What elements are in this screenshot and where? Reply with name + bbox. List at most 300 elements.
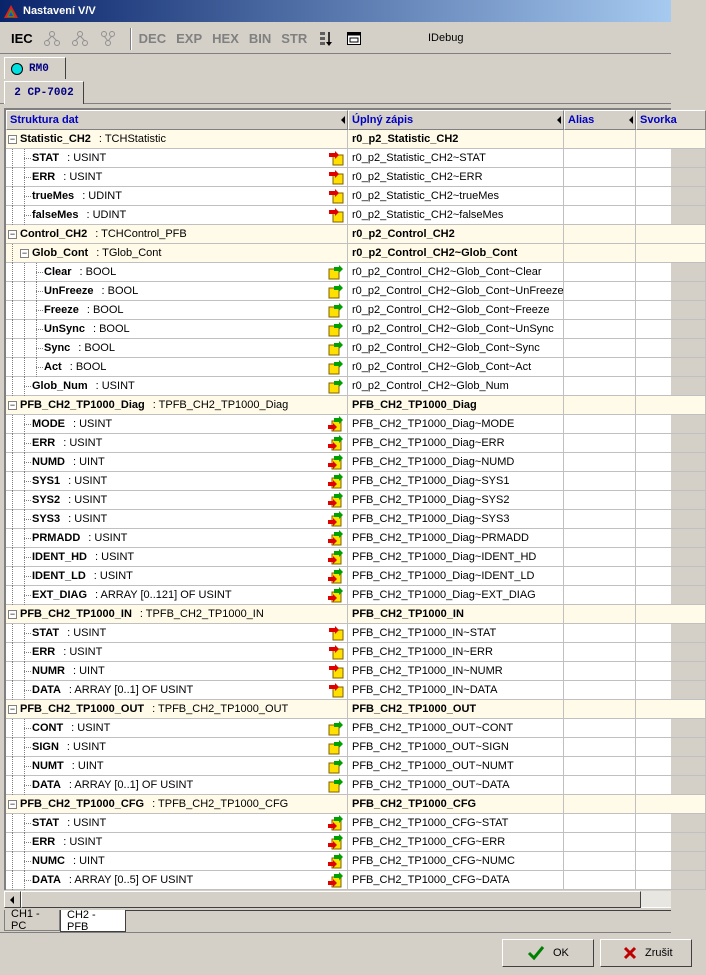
field-name: STAT	[32, 817, 60, 829]
grid-body	[6, 130, 706, 890]
field-type: : TGlob_Cont	[96, 247, 162, 259]
structure-cell[interactable]	[6, 187, 348, 206]
field-name: SYS3	[32, 513, 61, 525]
structure-cell[interactable]	[6, 339, 348, 358]
full-name-cell[interactable]: r0_p2_Statistic_CH2~trueMes	[348, 187, 564, 206]
terminal-cell[interactable]	[636, 396, 706, 415]
tree-line	[12, 510, 13, 529]
table-row[interactable]	[6, 510, 706, 529]
terminal-cell[interactable]	[636, 871, 706, 890]
terminal-cell[interactable]	[636, 320, 706, 339]
terminal-cell[interactable]	[636, 605, 706, 624]
full-name-cell[interactable]: PFB_CH2_TP1000_IN~STAT	[348, 624, 564, 643]
horizontal-scrollbar[interactable]	[4, 890, 671, 907]
collapse-icon[interactable]: −	[9, 399, 16, 410]
full-name-cell[interactable]: r0_p2_Statistic_CH2~STAT	[348, 149, 564, 168]
collapse-icon[interactable]: −	[9, 798, 16, 809]
station-tab-rm0[interactable]	[4, 57, 66, 79]
structure-cell[interactable]	[6, 244, 348, 263]
alias-cell[interactable]	[564, 757, 636, 776]
full-name-cell[interactable]: r0_p2_Control_CH2~Glob_Cont~Act	[348, 358, 564, 377]
full-name-cell[interactable]: PFB_CH2_TP1000_Diag~PRMADD	[348, 529, 564, 548]
field-type: : USINT	[63, 437, 103, 449]
tree-line	[24, 671, 31, 672]
structure-cell[interactable]	[6, 643, 348, 662]
arrow-left-icon	[10, 896, 14, 904]
column-resize-icon	[629, 116, 633, 124]
tree-line	[12, 719, 13, 738]
tree-group-row[interactable]	[6, 244, 706, 263]
alias-cell[interactable]	[564, 263, 636, 282]
terminal-cell[interactable]	[636, 415, 706, 434]
terminal-cell[interactable]	[636, 719, 706, 738]
table-row[interactable]	[6, 415, 706, 434]
inout-variable-icon	[328, 435, 344, 451]
table-row[interactable]	[6, 833, 706, 852]
terminal-cell[interactable]	[636, 757, 706, 776]
inout-variable-icon	[328, 473, 344, 489]
field-name: PFB_CH2_TP1000_OUT	[20, 703, 145, 715]
table-row[interactable]	[6, 757, 706, 776]
terminal-cell[interactable]	[636, 529, 706, 548]
structure-cell[interactable]	[6, 871, 348, 890]
alias-cell[interactable]	[564, 738, 636, 757]
tree-line	[24, 595, 31, 596]
full-name-cell[interactable]: r0_p2_Control_CH2~Glob_Cont~UnSync	[348, 320, 564, 339]
column-header-alias[interactable]: Alias	[564, 110, 636, 130]
table-row[interactable]	[6, 624, 706, 643]
network-icon-1[interactable]	[42, 29, 62, 49]
field-name: Act	[44, 361, 62, 373]
table-row[interactable]	[6, 168, 706, 187]
terminal-cell[interactable]	[636, 586, 706, 605]
tree-indent	[8, 453, 32, 472]
full-name-cell[interactable]: PFB_CH2_TP1000_IN	[348, 605, 564, 624]
full-name-cell[interactable]: PFB_CH2_TP1000_Diag~SYS3	[348, 510, 564, 529]
tree-group-row[interactable]	[6, 396, 706, 415]
full-name-cell[interactable]: PFB_CH2_TP1000_Diag~IDENT_HD	[348, 548, 564, 567]
full-name-cell[interactable]: PFB_CH2_TP1000_OUT~SIGN	[348, 738, 564, 757]
structure-cell[interactable]	[6, 833, 348, 852]
terminal-cell[interactable]	[636, 149, 706, 168]
alias-cell[interactable]	[564, 586, 636, 605]
alias-cell[interactable]	[564, 624, 636, 643]
table-row[interactable]	[6, 320, 706, 339]
terminal-cell[interactable]	[636, 491, 706, 510]
structure-cell[interactable]	[6, 434, 348, 453]
structure-cell[interactable]	[6, 795, 348, 814]
window-icon[interactable]	[344, 29, 364, 49]
table-row[interactable]	[6, 472, 706, 491]
alias-cell[interactable]	[564, 187, 636, 206]
alias-cell[interactable]	[564, 472, 636, 491]
terminal-cell[interactable]	[636, 244, 706, 263]
tree-line	[24, 576, 31, 577]
tree-line	[12, 339, 13, 358]
alias-cell[interactable]	[564, 339, 636, 358]
full-name-cell[interactable]: PFB_CH2_TP1000_Diag~EXT_DIAG	[348, 586, 564, 605]
alias-cell[interactable]	[564, 415, 636, 434]
alias-cell[interactable]	[564, 795, 636, 814]
table-row[interactable]	[6, 434, 706, 453]
full-name-cell[interactable]: PFB_CH2_TP1000_IN~DATA	[348, 681, 564, 700]
field-type: : TPFB_CH2_TP1000_CFG	[152, 798, 289, 810]
tree-line	[24, 766, 31, 767]
tree-group-row[interactable]	[6, 795, 706, 814]
alias-cell[interactable]	[564, 662, 636, 681]
structure-cell[interactable]	[6, 700, 348, 719]
terminal-cell[interactable]	[636, 681, 706, 700]
terminal-cell[interactable]	[636, 453, 706, 472]
structure-cell[interactable]	[6, 282, 348, 301]
full-name-cell[interactable]: r0_p2_Statistic_CH2~ERR	[348, 168, 564, 187]
structure-cell[interactable]	[6, 510, 348, 529]
terminal-cell[interactable]	[636, 700, 706, 719]
ok-button[interactable]: OK	[502, 939, 594, 967]
collapse-icon[interactable]: −	[21, 247, 28, 258]
structure-cell[interactable]	[6, 681, 348, 700]
structure-cell[interactable]	[6, 586, 348, 605]
alias-cell[interactable]	[564, 643, 636, 662]
scroll-thumb[interactable]	[21, 891, 641, 908]
table-row[interactable]	[6, 871, 706, 890]
alias-cell[interactable]	[564, 396, 636, 415]
tree-line	[12, 738, 13, 757]
terminal-cell[interactable]	[636, 206, 706, 225]
table-row[interactable]	[6, 206, 706, 225]
structure-cell[interactable]	[6, 548, 348, 567]
alias-cell[interactable]	[564, 168, 636, 187]
structure-cell[interactable]	[6, 130, 348, 149]
table-row[interactable]	[6, 491, 706, 510]
tree-line	[12, 320, 13, 339]
tree-line	[12, 491, 13, 510]
field-type: : USINT	[67, 817, 107, 829]
field-name: PFB_CH2_TP1000_Diag	[20, 399, 145, 411]
alias-cell[interactable]	[564, 567, 636, 586]
iec-button[interactable]: IEC	[10, 28, 34, 50]
alias-cell[interactable]	[564, 130, 636, 149]
structure-cell[interactable]	[6, 206, 348, 225]
tree-indent	[8, 491, 32, 510]
table-row[interactable]	[6, 529, 706, 548]
module-label: 2 CP-7002	[14, 87, 74, 99]
alias-cell[interactable]	[564, 453, 636, 472]
terminal-cell[interactable]	[636, 301, 706, 320]
full-name-cell[interactable]: PFB_CH2_TP1000_CFG	[348, 795, 564, 814]
structure-cell[interactable]	[6, 225, 348, 244]
alias-cell[interactable]	[564, 320, 636, 339]
terminal-cell[interactable]	[636, 643, 706, 662]
full-name-cell[interactable]: PFB_CH2_TP1000_IN~ERR	[348, 643, 564, 662]
table-row[interactable]	[6, 149, 706, 168]
field-name: Glob_Cont	[32, 247, 89, 259]
full-name-cell[interactable]: PFB_CH2_TP1000_CFG~DATA	[348, 871, 564, 890]
alias-cell[interactable]	[564, 814, 636, 833]
alias-cell[interactable]	[564, 681, 636, 700]
table-row[interactable]	[6, 738, 706, 757]
terminal-cell[interactable]	[636, 567, 706, 586]
structure-cell[interactable]	[6, 301, 348, 320]
terminal-cell[interactable]	[636, 187, 706, 206]
tree-line	[24, 282, 25, 301]
full-name-cell[interactable]: r0_p2_Statistic_CH2~falseMes	[348, 206, 564, 225]
full-name-cell[interactable]: r0_p2_Statistic_CH2	[348, 130, 564, 149]
table-row[interactable]	[6, 301, 706, 320]
window-title: Nastavení V/V	[23, 5, 96, 17]
tree-group-row[interactable]	[6, 130, 706, 149]
structure-cell[interactable]	[6, 662, 348, 681]
tree-indent	[8, 814, 32, 833]
full-name-cell[interactable]: r0_p2_Control_CH2~Glob_Cont~Sync	[348, 339, 564, 358]
table-row[interactable]	[6, 776, 706, 795]
field-type: : USINT	[67, 627, 107, 639]
full-name-cell[interactable]: r0_p2_Control_CH2~Glob_Cont~Clear	[348, 263, 564, 282]
alias-cell[interactable]	[564, 700, 636, 719]
structure-cell[interactable]	[6, 852, 348, 871]
tree-line	[24, 215, 31, 216]
field-type: : TPFB_CH2_TP1000_IN	[139, 608, 264, 620]
alias-cell[interactable]	[564, 149, 636, 168]
exp-button[interactable]: EXP	[175, 28, 203, 50]
full-name-cell[interactable]: r0_p2_Control_CH2~Glob_Cont~Freeze	[348, 301, 564, 320]
terminal-cell[interactable]	[636, 282, 706, 301]
table-row[interactable]	[6, 681, 706, 700]
table-row[interactable]	[6, 719, 706, 738]
table-row[interactable]	[6, 358, 706, 377]
tree-line	[12, 662, 13, 681]
scroll-left-button[interactable]	[4, 891, 21, 908]
alias-cell[interactable]	[564, 225, 636, 244]
field-name: NUMC	[32, 855, 65, 867]
structure-cell[interactable]	[6, 453, 348, 472]
tree-line	[12, 529, 13, 548]
structure-cell[interactable]	[6, 358, 348, 377]
structure-cell[interactable]	[6, 320, 348, 339]
tree-line	[12, 586, 13, 605]
alias-cell[interactable]	[564, 358, 636, 377]
structure-cell[interactable]	[6, 415, 348, 434]
str-button[interactable]: STR	[280, 28, 308, 50]
tree-line	[12, 263, 13, 282]
field-name: IDENT_LD	[32, 570, 86, 582]
module-tab[interactable]	[4, 81, 84, 104]
field-type: : BOOL	[69, 361, 107, 373]
terminal-cell[interactable]	[636, 624, 706, 643]
table-row[interactable]	[6, 339, 706, 358]
full-name-cell[interactable]: PFB_CH2_TP1000_OUT	[348, 700, 564, 719]
alias-cell[interactable]	[564, 377, 636, 396]
tree-line	[24, 842, 31, 843]
field-type: : USINT	[88, 532, 128, 544]
terminal-cell[interactable]	[636, 339, 706, 358]
table-row[interactable]	[6, 586, 706, 605]
network-icon-2[interactable]	[70, 29, 90, 49]
field-type: : BOOL	[86, 304, 124, 316]
alias-cell[interactable]	[564, 206, 636, 225]
structure-cell[interactable]	[6, 263, 348, 282]
full-name-cell[interactable]: PFB_CH2_TP1000_IN~NUMR	[348, 662, 564, 681]
field-type: : BOOL	[92, 323, 130, 335]
inout-variable-icon	[328, 454, 344, 470]
field-type: : USINT	[67, 152, 107, 164]
tree-line	[24, 358, 25, 377]
terminal-cell[interactable]	[636, 358, 706, 377]
field-name: UnSync	[44, 323, 85, 335]
output-variable-icon	[328, 359, 344, 375]
tree-line	[12, 681, 13, 700]
structure-cell[interactable]	[6, 149, 348, 168]
structure-cell[interactable]	[6, 168, 348, 187]
full-name-cell[interactable]: PFB_CH2_TP1000_Diag~SYS1	[348, 472, 564, 491]
table-row[interactable]	[6, 282, 706, 301]
table-row[interactable]	[6, 814, 706, 833]
table-row[interactable]	[6, 263, 706, 282]
terminal-cell[interactable]	[636, 130, 706, 149]
structure-cell[interactable]	[6, 472, 348, 491]
terminal-cell[interactable]	[636, 795, 706, 814]
full-name-cell[interactable]: PFB_CH2_TP1000_Diag~MODE	[348, 415, 564, 434]
bin-button[interactable]: BIN	[248, 28, 272, 50]
table-row[interactable]	[6, 453, 706, 472]
terminal-cell[interactable]	[636, 776, 706, 795]
tree-line	[36, 367, 43, 368]
full-name-cell[interactable]: r0_p2_Control_CH2~Glob_Cont	[348, 244, 564, 263]
full-name-cell[interactable]: r0_p2_Control_CH2~Glob_Cont~UnFreeze	[348, 282, 564, 301]
table-row[interactable]	[6, 377, 706, 396]
table-row[interactable]	[6, 548, 706, 567]
tree-indent	[8, 529, 32, 548]
full-name-cell[interactable]: r0_p2_Control_CH2~Glob_Num	[348, 377, 564, 396]
full-name-cell[interactable]: PFB_CH2_TP1000_OUT~CONT	[348, 719, 564, 738]
module-tabs	[0, 80, 671, 104]
full-name-cell[interactable]: PFB_CH2_TP1000_Diag~ERR	[348, 434, 564, 453]
alias-cell[interactable]	[564, 719, 636, 738]
structure-cell[interactable]	[6, 529, 348, 548]
alias-cell[interactable]	[564, 510, 636, 529]
grid-header	[6, 110, 706, 130]
table-row[interactable]	[6, 187, 706, 206]
collapse-icon[interactable]: −	[9, 703, 16, 714]
tab-ch2[interactable]: CH2 - PFB	[60, 910, 126, 932]
alias-cell[interactable]	[564, 548, 636, 567]
tree-group-row[interactable]	[6, 225, 706, 244]
table-row[interactable]	[6, 662, 706, 681]
tree-indent	[8, 434, 32, 453]
structure-cell[interactable]	[6, 491, 348, 510]
terminal-cell[interactable]	[636, 263, 706, 282]
structure-cell[interactable]	[6, 396, 348, 415]
input-variable-icon	[328, 682, 344, 698]
alias-cell[interactable]	[564, 529, 636, 548]
terminal-cell[interactable]	[636, 510, 706, 529]
tree-line	[12, 871, 13, 890]
structure-cell[interactable]	[6, 605, 348, 624]
tree-indent	[8, 244, 20, 263]
dec-button[interactable]: DEC	[138, 28, 167, 50]
alias-cell[interactable]	[564, 282, 636, 301]
terminal-cell[interactable]	[636, 738, 706, 757]
table-row[interactable]	[6, 567, 706, 586]
terminal-cell[interactable]	[636, 852, 706, 871]
tree-line	[24, 880, 31, 881]
tree-group-row[interactable]	[6, 605, 706, 624]
tab-ch1[interactable]: CH1 - PC	[4, 910, 60, 931]
collapse-icon[interactable]: −	[9, 133, 16, 144]
table-row[interactable]	[6, 852, 706, 871]
collapse-icon[interactable]: −	[9, 228, 16, 239]
hex-button[interactable]: HEX	[211, 28, 240, 50]
tree-line	[24, 481, 31, 482]
full-name-cell[interactable]: PFB_CH2_TP1000_Diag~IDENT_LD	[348, 567, 564, 586]
alias-cell[interactable]	[564, 301, 636, 320]
structure-cell[interactable]	[6, 567, 348, 586]
tree-group-row[interactable]	[6, 700, 706, 719]
structure-cell[interactable]	[6, 719, 348, 738]
terminal-cell[interactable]	[636, 662, 706, 681]
full-name-cell[interactable]: PFB_CH2_TP1000_CFG~NUMC	[348, 852, 564, 871]
alias-cell[interactable]	[564, 605, 636, 624]
table-row[interactable]	[6, 643, 706, 662]
cancel-button[interactable]: Zrušit	[600, 939, 692, 967]
output-variable-icon	[328, 378, 344, 394]
structure-cell[interactable]	[6, 757, 348, 776]
tree-line	[12, 301, 13, 320]
structure-cell[interactable]	[6, 738, 348, 757]
full-name-cell[interactable]: r0_p2_Control_CH2	[348, 225, 564, 244]
collapse-icon[interactable]: −	[9, 608, 16, 619]
alias-cell[interactable]	[564, 852, 636, 871]
column-header-structure[interactable]: Struktura dat	[6, 110, 348, 130]
structure-cell[interactable]	[6, 776, 348, 795]
full-name-cell[interactable]: PFB_CH2_TP1000_CFG~STAT	[348, 814, 564, 833]
full-name-cell[interactable]: PFB_CH2_TP1000_Diag	[348, 396, 564, 415]
full-name-cell[interactable]: PFB_CH2_TP1000_Diag~SYS2	[348, 491, 564, 510]
alias-cell[interactable]	[564, 244, 636, 263]
alias-cell[interactable]	[564, 871, 636, 890]
station-label: RM0	[29, 62, 49, 75]
full-name-cell[interactable]: PFB_CH2_TP1000_Diag~NUMD	[348, 453, 564, 472]
network-icon-3[interactable]	[98, 29, 118, 49]
tree-indent	[8, 567, 32, 586]
inout-variable-icon	[328, 568, 344, 584]
terminal-cell[interactable]	[636, 225, 706, 244]
terminal-cell[interactable]	[636, 814, 706, 833]
structure-cell[interactable]	[6, 624, 348, 643]
terminal-cell[interactable]	[636, 472, 706, 491]
full-name-cell[interactable]: PFB_CH2_TP1000_OUT~DATA	[348, 776, 564, 795]
structure-cell[interactable]	[6, 814, 348, 833]
structure-cell[interactable]	[6, 377, 348, 396]
alias-cell[interactable]	[564, 491, 636, 510]
full-name-cell[interactable]: PFB_CH2_TP1000_OUT~NUMT	[348, 757, 564, 776]
alias-cell[interactable]	[564, 434, 636, 453]
terminal-cell[interactable]	[636, 548, 706, 567]
alias-cell[interactable]	[564, 833, 636, 852]
tree-indent	[8, 415, 32, 434]
terminal-cell[interactable]	[636, 434, 706, 453]
tree-indent	[8, 377, 32, 396]
column-header-full[interactable]: Úplný zápis	[348, 110, 564, 130]
column-header-terminal[interactable]: Svorka	[636, 110, 706, 130]
field-type: : ARRAY [0..5] OF USINT	[68, 874, 194, 886]
terminal-cell[interactable]	[636, 168, 706, 187]
sort-icon[interactable]	[316, 29, 336, 49]
alias-cell[interactable]	[564, 776, 636, 795]
full-name-cell[interactable]: PFB_CH2_TP1000_CFG~ERR	[348, 833, 564, 852]
terminal-cell[interactable]	[636, 833, 706, 852]
terminal-cell[interactable]	[636, 377, 706, 396]
